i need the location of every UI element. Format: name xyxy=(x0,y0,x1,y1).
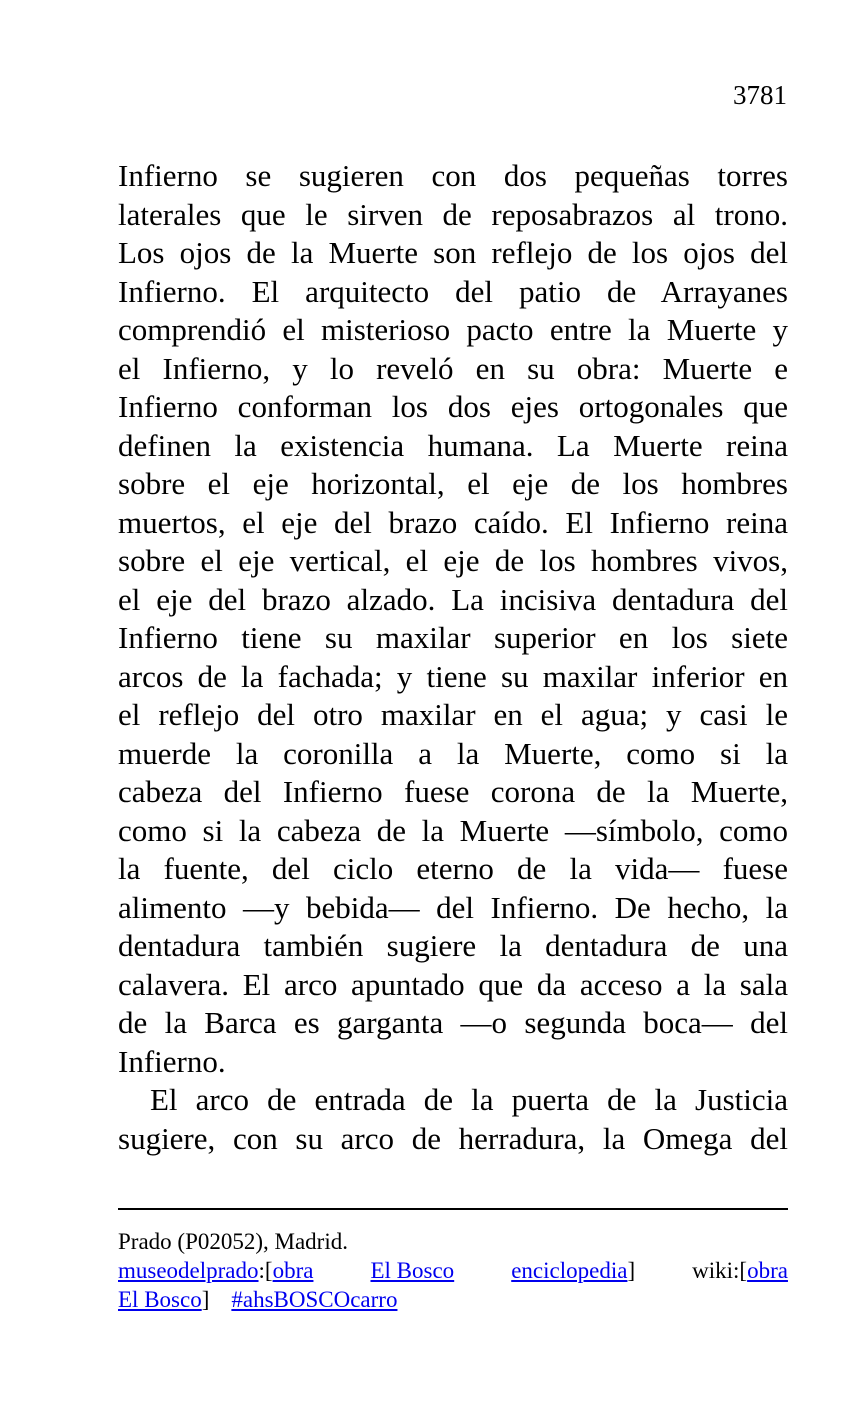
text-line: muertos, el eje del brazo caído. El Infierno reina xyxy=(118,504,788,540)
text-line: sobre el eje vertical, el eje de los hombres vivos, xyxy=(118,543,788,578)
text-line: definen la existencia humana. La Muerte reina xyxy=(118,427,788,463)
text-line: muerde la coronilla a la Muerte, como si la xyxy=(118,735,788,771)
text-line: de la Barca es garganta —o segunda boca— del xyxy=(118,1005,788,1040)
paragraph-2 xyxy=(118,1081,788,1158)
el-bosco-link[interactable]: El Bosco xyxy=(370,1258,455,1283)
text-line: Infierno. xyxy=(118,1043,226,1079)
body-text xyxy=(118,157,788,1158)
page-number: 3781 xyxy=(733,80,787,110)
wiki-close: ] xyxy=(201,1287,210,1312)
footnote-source: Prado (P02052), Madrid. xyxy=(118,1229,348,1254)
text-line: Los ojos de la Muerte son reflejo de los ojos del xyxy=(118,235,788,270)
enciclopedia-group xyxy=(511,1256,635,1285)
hashtag-link[interactable]: #ahsBOSCOcarro xyxy=(231,1287,398,1312)
text-line: alimento —y bebida— del Infierno. De hecho, la xyxy=(118,889,788,925)
text-line: cabeza del Infierno fuese corona de la Muerte, xyxy=(118,774,788,809)
text-line: dentadura también sugiere la dentadura de una xyxy=(118,928,788,963)
footnote-links-row xyxy=(118,1256,788,1285)
paragraph-1 xyxy=(118,157,788,1081)
footnote-divider xyxy=(118,1208,788,1210)
text-line: El arco de entrada de la puerta de la Justicia xyxy=(150,1082,788,1117)
text-line: como si la cabeza de la Muerte —símbolo, como xyxy=(118,812,788,848)
text-line: calavera. El arco apuntado que da acceso a la sala xyxy=(118,966,788,1002)
wiki-obra-link[interactable]: obra xyxy=(747,1258,788,1283)
text-line: Infierno se sugieren con dos pequeñas torres xyxy=(118,158,788,193)
bracket-close: ] xyxy=(627,1258,636,1283)
wiki-el-bosco-link[interactable]: El Bosco xyxy=(118,1287,202,1312)
text-line: el Infierno, y lo reveló en su obra: Muerte e xyxy=(118,350,788,386)
text-line: arcos de la fachada; y tiene su maxilar inferior en xyxy=(118,658,788,694)
footnote xyxy=(118,1227,788,1314)
text-line: el reflejo del otro maxilar en el agua; y casi le xyxy=(118,697,788,732)
text-line: Infierno. El arquitecto del patio de Arrayanes xyxy=(118,273,788,309)
text-line: laterales que le sirven de reposabrazos al trono. xyxy=(118,196,788,232)
text-line: la fuente, del ciclo eterno de la vida— fuese xyxy=(118,851,788,886)
text-line: Infierno conforman los dos ejes ortogonales que xyxy=(118,389,788,424)
wiki-group xyxy=(692,1256,788,1285)
text-line: el eje del brazo alzado. La incisiva dentadura del xyxy=(118,581,788,617)
text-line: comprendió el misterioso pacto entre la Muerte y xyxy=(118,312,788,347)
enciclopedia-link[interactable]: enciclopedia xyxy=(511,1258,628,1283)
obra-link[interactable]: obra xyxy=(272,1258,314,1283)
text-line: sugiere, con su arco de herradura, la Omega del xyxy=(118,1120,788,1156)
museodelprado-link[interactable]: museodelprado xyxy=(118,1258,259,1283)
hashtag-group xyxy=(231,1287,397,1312)
text-line: sobre el eje horizontal, el eje de los hombres xyxy=(118,466,788,501)
wiki-prefix: wiki:[ xyxy=(692,1258,748,1283)
museo-group xyxy=(118,1256,313,1285)
text-line: Infierno tiene su maxilar superior en los siete xyxy=(118,620,788,655)
wiki-bosco-group xyxy=(118,1287,209,1312)
footnote-links-row-2 xyxy=(118,1285,788,1314)
bracket-open: :[ xyxy=(258,1258,273,1283)
